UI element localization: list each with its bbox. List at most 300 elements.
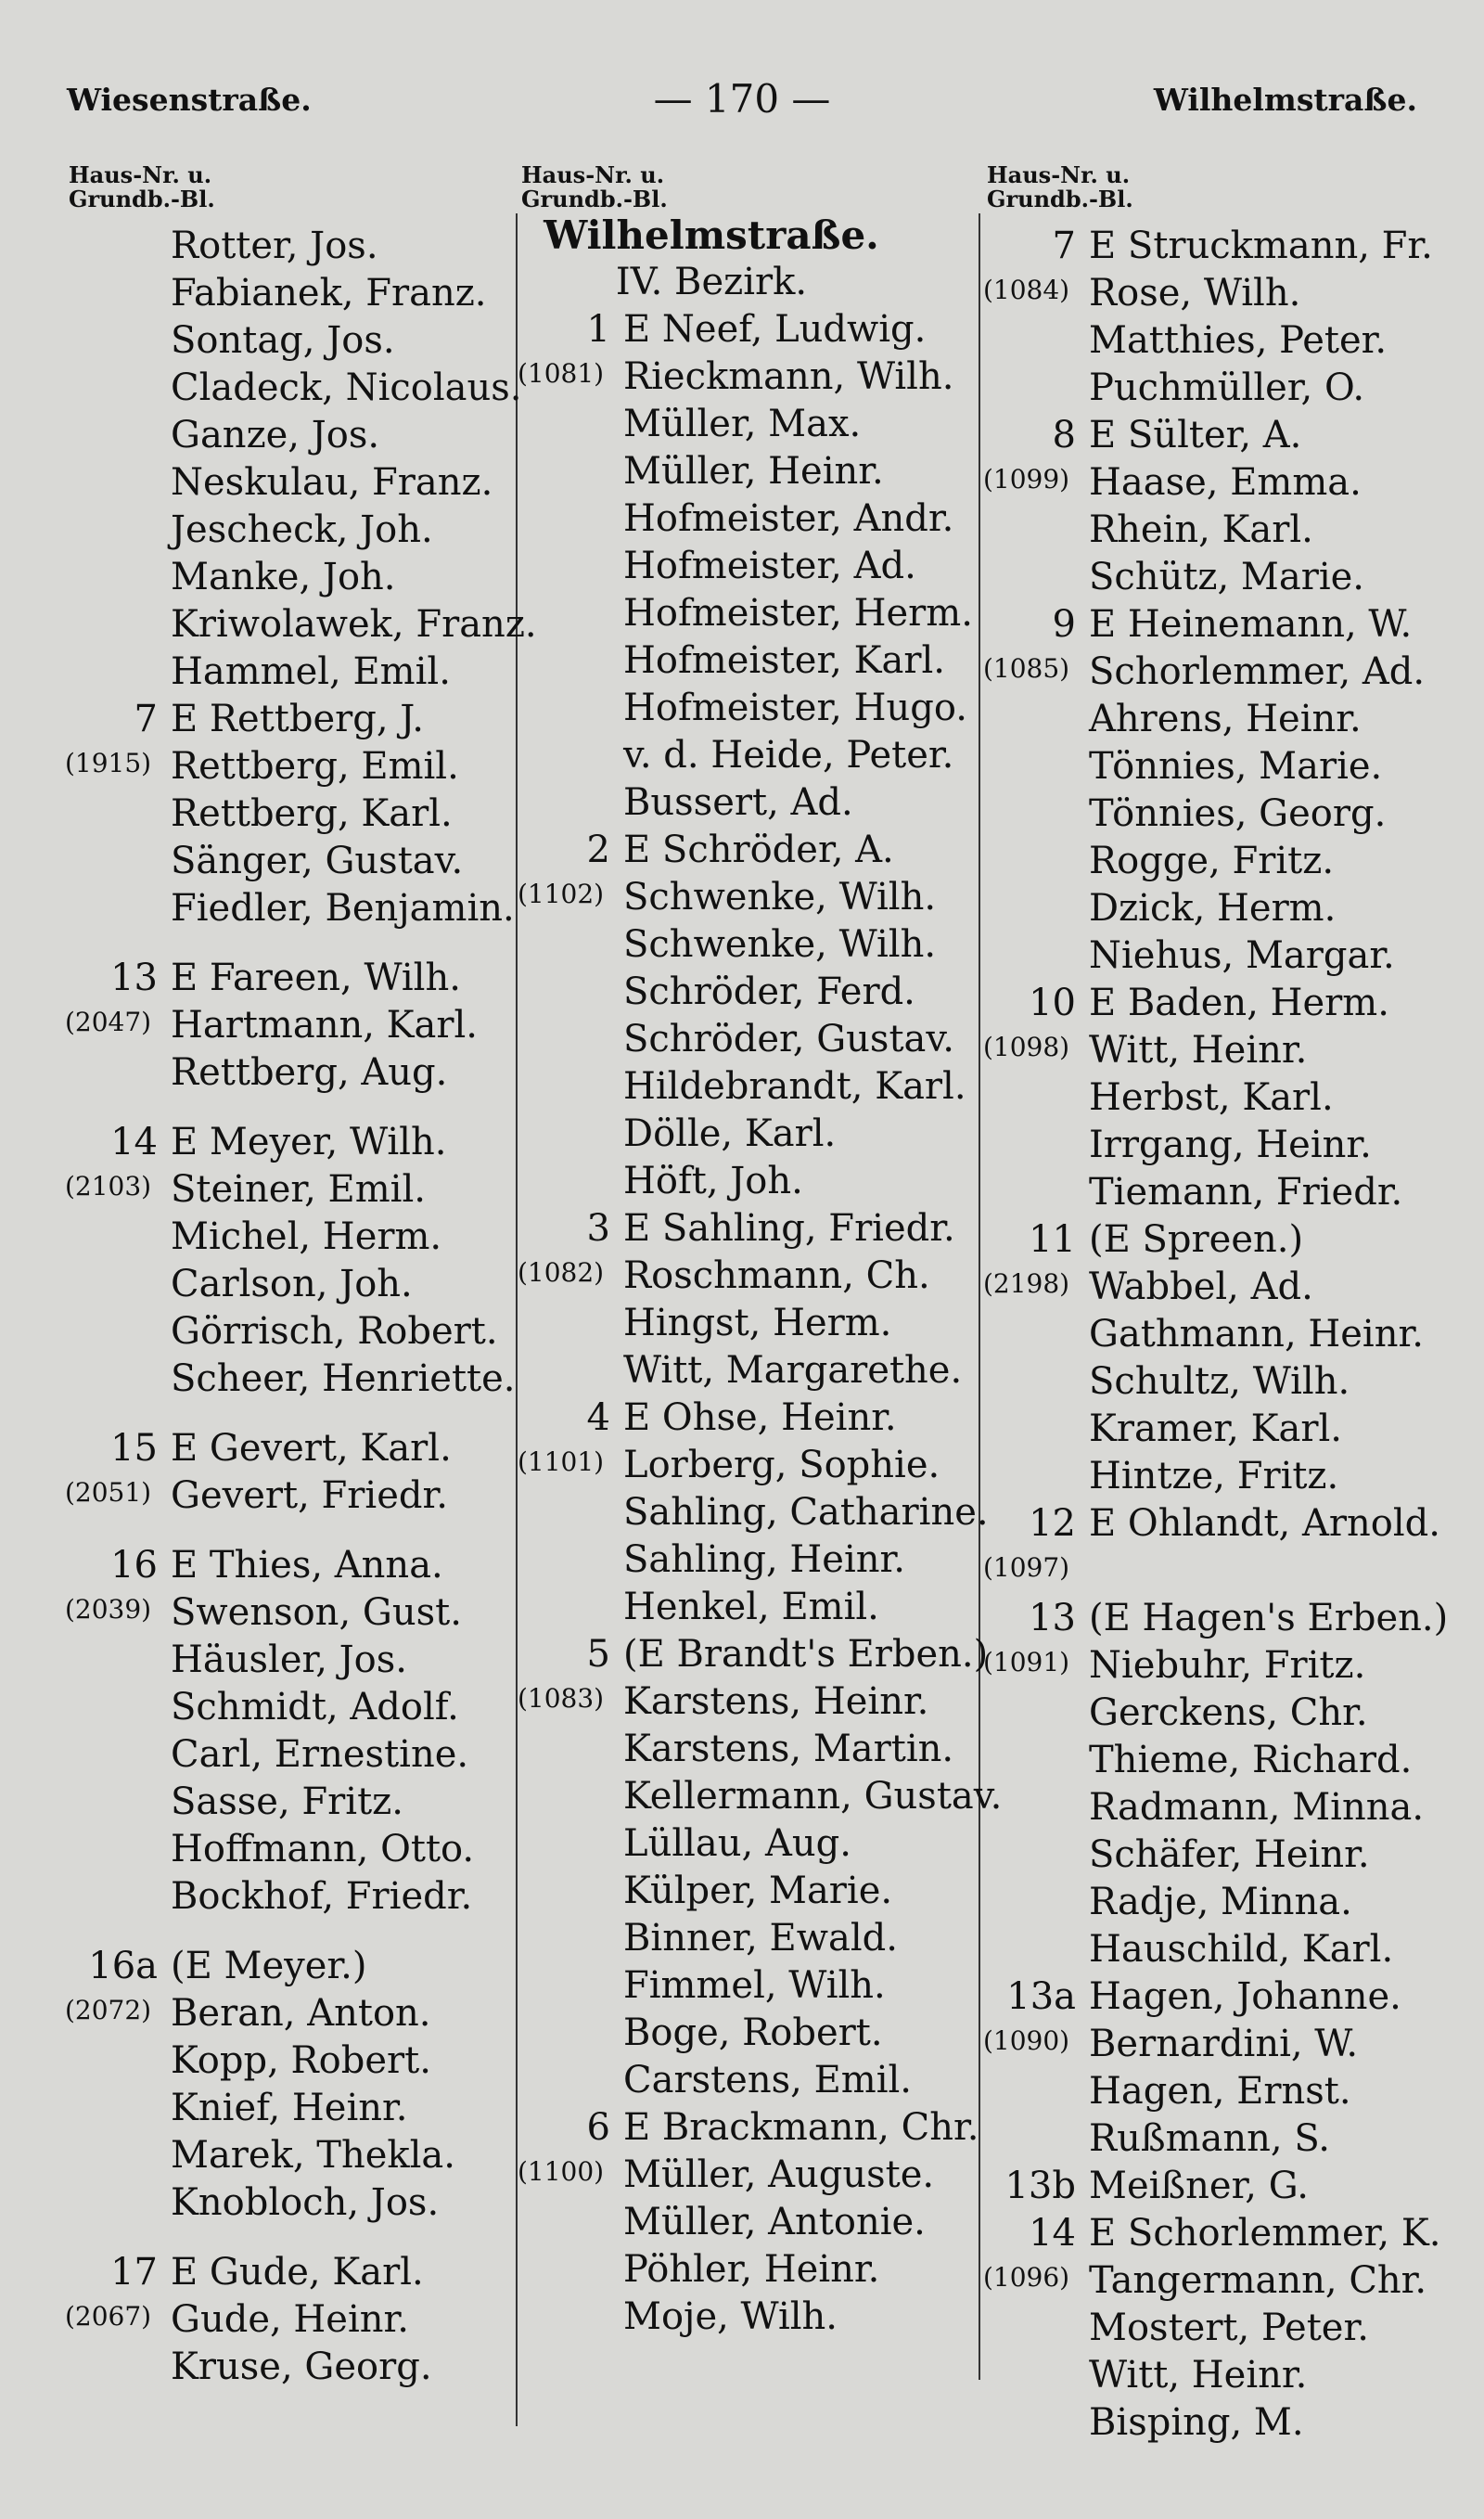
- directory-entry: [521, 1111, 985, 1158]
- directory-entry: [987, 2399, 1451, 2447]
- directory-entry: [521, 2104, 985, 2152]
- directory-entry: [521, 1205, 985, 1253]
- resident-name: Kruse, Georg.: [171, 2345, 432, 2388]
- directory-entry: [987, 980, 1451, 1027]
- resident-name: Rose, Wilh.: [1089, 272, 1301, 315]
- resident-name: Sontag, Jos.: [171, 319, 395, 362]
- directory-entry: [69, 649, 514, 696]
- directory-entry: [521, 1016, 985, 1063]
- directory-entry: [65, 1472, 514, 1520]
- resident-name: Witt, Margarethe.: [623, 1349, 963, 1392]
- resident-name: Lüllau, Aug.: [623, 1822, 851, 1865]
- directory-entry: [521, 2010, 985, 2057]
- directory-entry: [518, 353, 985, 401]
- resident-name: Steiner, Emil.: [171, 1168, 426, 1211]
- directory-entry: [521, 969, 985, 1016]
- house-number: 13: [1029, 1597, 1076, 1639]
- resident-name: Carlson, Joh.: [171, 1263, 413, 1305]
- directory-entry: [69, 1826, 514, 1873]
- resident-name: Schröder, Ferd.: [623, 970, 915, 1013]
- resident-name: Lorberg, Sophie.: [623, 1444, 940, 1486]
- page-number: — 170 —: [653, 76, 831, 122]
- resident-name: Görrisch, Robert.: [171, 1310, 498, 1353]
- house-number: 13a: [1006, 1975, 1076, 2018]
- resident-name: E Thies, Anna.: [171, 1544, 443, 1587]
- resident-name: E Neef, Ludwig.: [623, 308, 927, 351]
- resident-name: Schäfer, Heinr.: [1089, 1833, 1370, 1876]
- directory-entry: [69, 223, 514, 270]
- resident-name: Rotter, Jos.: [171, 225, 378, 267]
- directory-entry: [69, 1779, 514, 1826]
- house-number: 13: [110, 957, 158, 999]
- directory-entry: [518, 1678, 985, 1726]
- resident-name: Rettberg, Aug.: [171, 1051, 448, 1094]
- resident-name: Kriwolawek, Franz.: [171, 603, 537, 646]
- directory-entry: [983, 1027, 1451, 1074]
- resident-name: Beran, Anton.: [171, 1992, 431, 2035]
- resident-name: Schwenke, Wilh.: [623, 876, 937, 919]
- resident-name: Boge, Robert.: [623, 2011, 883, 2054]
- directory-entry: [987, 838, 1451, 885]
- house-number: 9: [1052, 603, 1076, 646]
- directory-entry: [69, 885, 514, 932]
- resident-name: Hildebrandt, Karl.: [623, 1065, 966, 1108]
- resident-name: E Baden, Herm.: [1089, 982, 1389, 1024]
- resident-name: E Gude, Karl.: [171, 2251, 424, 2294]
- directory-entry: [69, 2344, 514, 2391]
- directory-entry: [987, 1122, 1451, 1169]
- column-3: [983, 161, 1451, 2447]
- directory-entry: [987, 1926, 1451, 1973]
- resident-name: Rettberg, Emil.: [171, 745, 459, 788]
- directory-entry: [521, 779, 985, 827]
- directory-entry: [69, 1637, 514, 1684]
- resident-name: Roschmann, Ch.: [623, 1254, 930, 1297]
- resident-name: Irrgang, Heinr.: [1089, 1124, 1372, 1166]
- directory-entry: [521, 1868, 985, 1915]
- resident-name: Pöhler, Heinr.: [623, 2248, 880, 2291]
- directory-entry: [987, 2352, 1451, 2399]
- directory-entry: [65, 1002, 514, 1049]
- directory-entry: [987, 1358, 1451, 1406]
- directory-entry: [69, 838, 514, 885]
- directory-entry: [521, 1915, 985, 1962]
- resident-name: Tönnies, Marie.: [1089, 745, 1383, 788]
- house-number: 5: [586, 1633, 610, 1676]
- resident-name: Külper, Marie.: [623, 1870, 893, 1912]
- directory-entry: [65, 2296, 514, 2344]
- directory-entry: [983, 1642, 1451, 1690]
- land-register-ref: (1102): [518, 879, 605, 909]
- resident-name: Knobloch, Jos.: [171, 2181, 440, 2224]
- resident-name: Tangermann, Chr.: [1089, 2259, 1427, 2302]
- directory-entry: [521, 495, 985, 543]
- directory-entry: [987, 1311, 1451, 1358]
- resident-name: Schütz, Marie.: [1089, 556, 1365, 598]
- resident-name: Schultz, Wilh.: [1089, 1360, 1350, 1403]
- land-register-ref: (2039): [65, 1594, 152, 1625]
- resident-name: Hoffmann, Otto.: [171, 1828, 475, 1870]
- resident-name: Hauschild, Karl.: [1089, 1928, 1394, 1971]
- resident-name: Karstens, Martin.: [623, 1728, 954, 1770]
- directory-entry: [521, 1820, 985, 1868]
- directory-entry: [69, 1214, 514, 1261]
- directory-entry: [521, 1962, 985, 2010]
- directory-entry: [987, 1831, 1451, 1879]
- directory-entry: [521, 1489, 989, 1536]
- resident-name: Schmidt, Adolf.: [171, 1686, 459, 1729]
- directory-entry: [69, 1119, 514, 1166]
- directory-entry: [65, 1166, 514, 1214]
- land-register-ref: (1100): [518, 2156, 605, 2187]
- directory-entry: [69, 365, 522, 412]
- directory-entry: [521, 1063, 985, 1111]
- directory-entry: [69, 459, 514, 507]
- resident-name: E Heinemann, W.: [1089, 603, 1413, 646]
- directory-entry: [521, 1536, 985, 1584]
- resident-name: Bernardini, W.: [1089, 2023, 1359, 2065]
- directory-entry: [521, 448, 985, 495]
- column-divider: [516, 213, 518, 2426]
- land-register-ref: (1090): [983, 2025, 1070, 2056]
- directory-entry: [69, 1049, 514, 1097]
- resident-name: Hintze, Fritz.: [1089, 1455, 1339, 1497]
- directory-entry: [983, 649, 1451, 696]
- entry-gap: [69, 1921, 514, 1943]
- resident-name: Fimmel, Wilh.: [623, 1964, 886, 2007]
- resident-name: Schorlemmer, Ad.: [1089, 650, 1426, 693]
- resident-name: Gathmann, Heinr.: [1089, 1313, 1424, 1356]
- directory-entry: [521, 2199, 985, 2246]
- resident-name: Jescheck, Joh.: [171, 508, 433, 551]
- land-register-ref: (1915): [65, 748, 152, 778]
- street-title: Wilhelmstraße.: [544, 212, 879, 258]
- resident-name: (E Hagen's Erben.): [1089, 1597, 1449, 1639]
- column-1: [65, 161, 537, 2391]
- directory-entry: [521, 1726, 985, 1773]
- directory-entry: [69, 2037, 514, 2085]
- resident-name: Hagen, Ernst.: [1089, 2070, 1351, 2113]
- directory-entry: [987, 1074, 1451, 1122]
- resident-name: Kramer, Karl.: [1089, 1407, 1342, 1450]
- directory-entry: [69, 790, 514, 838]
- running-head-left: Wiesenstraße.: [67, 82, 312, 118]
- resident-name: Niebuhr, Fritz.: [1089, 1644, 1366, 1687]
- directory-entry: [987, 1595, 1451, 1642]
- directory-entry: [69, 1873, 514, 1921]
- resident-name: Häusler, Jos.: [171, 1639, 407, 1681]
- directory-entry: [65, 1589, 514, 1637]
- resident-name: Hofmeister, Hugo.: [623, 687, 967, 729]
- district-subtitle: IV. Bezirk.: [615, 261, 808, 303]
- resident-name: v. d. Heide, Peter.: [623, 734, 954, 777]
- resident-name: Schwenke, Wilh.: [623, 923, 937, 966]
- directory-entry: [987, 554, 1451, 601]
- column-header: Haus-Nr. u. Grundb.-Bl.: [69, 161, 215, 212]
- directory-entry: [987, 1406, 1451, 1453]
- directory-entry: [521, 1347, 985, 1394]
- directory-entry: [521, 401, 985, 448]
- directory-entry: [521, 2294, 985, 2341]
- directory-entry: [987, 1500, 1451, 1548]
- directory-entry: [69, 1308, 514, 1356]
- land-register-ref: (2198): [983, 1268, 1070, 1299]
- resident-name: Gevert, Friedr.: [171, 1474, 448, 1517]
- directory-entry: [521, 2246, 985, 2294]
- land-register-ref: (1101): [518, 1446, 605, 1477]
- resident-name: Wabbel, Ad.: [1089, 1266, 1313, 1308]
- directory-entry: [65, 1990, 514, 2037]
- directory-entry: [987, 2068, 1451, 2115]
- directory-entry: [65, 743, 514, 790]
- house-number: 14: [110, 1121, 158, 1163]
- directory-entry: [521, 1394, 985, 1442]
- house-number: 7: [1052, 225, 1076, 267]
- resident-name: Knief, Heinr.: [171, 2087, 408, 2129]
- directory-entry: [518, 1253, 985, 1300]
- directory-entry: [521, 1773, 1003, 1820]
- directory-entry: [983, 1548, 1451, 1595]
- resident-name: Marek, Thekla.: [171, 2134, 455, 2177]
- resident-name: E Sahling, Friedr.: [623, 1207, 955, 1250]
- resident-name: Rußmann, S.: [1089, 2117, 1331, 2160]
- land-register-ref: (1091): [983, 1647, 1070, 1677]
- resident-name: Dölle, Karl.: [623, 1112, 837, 1155]
- directory-entry: [987, 223, 1451, 270]
- resident-name: Hingst, Herm.: [623, 1302, 892, 1344]
- directory-entry: [987, 696, 1451, 743]
- directory-entry: [69, 554, 514, 601]
- resident-name: Moje, Wilh.: [623, 2295, 838, 2338]
- resident-name: Kopp, Robert.: [171, 2039, 431, 2082]
- resident-name: Puchmüller, O.: [1089, 366, 1365, 409]
- resident-name: Ganze, Jos.: [171, 414, 380, 456]
- resident-name: Rettberg, Karl.: [171, 792, 453, 835]
- directory-entry: [987, 1879, 1451, 1926]
- resident-name: Tönnies, Georg.: [1089, 792, 1387, 835]
- directory-entry: [69, 955, 514, 1002]
- land-register-ref: (1083): [518, 1683, 605, 1714]
- directory-entry: [69, 601, 537, 649]
- directory-entry: [69, 2179, 514, 2227]
- directory-entry: [521, 590, 985, 637]
- directory-entry: [521, 1300, 985, 1347]
- resident-name: Matthies, Peter.: [1089, 319, 1388, 362]
- resident-name: Bisping, M.: [1089, 2401, 1304, 2444]
- resident-name: Hammel, Emil.: [171, 650, 451, 693]
- directory-entry: [521, 1584, 985, 1631]
- resident-name: E Schröder, A.: [623, 829, 894, 871]
- house-number: 7: [134, 698, 158, 740]
- directory-entry: [983, 2021, 1451, 2068]
- directory-entry: [987, 365, 1451, 412]
- resident-name: Hofmeister, Ad.: [623, 545, 916, 587]
- resident-name: Fabianek, Franz.: [171, 272, 487, 315]
- directory-entry: [521, 543, 985, 590]
- directory-entry: [987, 412, 1451, 459]
- entry-gap: [69, 932, 514, 955]
- resident-name: Rogge, Fritz.: [1089, 840, 1335, 882]
- entry-gap: [69, 1097, 514, 1119]
- entry-gap: [69, 2227, 514, 2249]
- resident-name: Hagen, Johanne.: [1089, 1975, 1401, 2018]
- directory-entry: [987, 1737, 1451, 1784]
- resident-name: Swenson, Gust.: [171, 1591, 462, 1634]
- house-number: 15: [110, 1427, 158, 1470]
- resident-name: Witt, Heinr.: [1089, 1029, 1308, 1072]
- directory-entry: [987, 1453, 1451, 1500]
- resident-name: Sasse, Fritz.: [171, 1780, 403, 1823]
- resident-name: Haase, Emma.: [1089, 461, 1362, 504]
- resident-name: E Ohlandt, Arnold.: [1089, 1502, 1440, 1545]
- land-register-ref: (1084): [983, 275, 1070, 305]
- column-2: [518, 161, 1003, 2341]
- resident-name: Michel, Herm.: [171, 1215, 442, 1258]
- entry-gap: [69, 1403, 514, 1425]
- directory-entry: [983, 2257, 1451, 2305]
- resident-name: Müller, Max.: [623, 403, 862, 445]
- directory-entry: [987, 2115, 1451, 2163]
- resident-name: Rieckmann, Wilh.: [623, 355, 954, 398]
- resident-name: Carl, Ernestine.: [171, 1733, 469, 1776]
- house-number: 10: [1029, 982, 1076, 1024]
- land-register-ref: (2067): [65, 2301, 152, 2332]
- resident-name: Bockhof, Friedr.: [171, 1875, 473, 1918]
- directory-entry: [69, 1943, 514, 1990]
- land-register-ref: (1082): [518, 1257, 605, 1288]
- resident-name: E Rettberg, J.: [171, 698, 424, 740]
- directory-entry: [987, 2210, 1451, 2257]
- house-number: 6: [586, 2106, 610, 2149]
- resident-name: Neskulau, Franz.: [171, 461, 493, 504]
- resident-name: Sahling, Heinr.: [623, 1538, 905, 1581]
- resident-name: Binner, Ewald.: [623, 1917, 898, 1960]
- house-number: 8: [1052, 414, 1076, 456]
- house-number: 4: [586, 1396, 610, 1439]
- resident-name: Sahling, Catharine.: [623, 1491, 989, 1534]
- directory-entry: [983, 1264, 1451, 1311]
- directory-entry: [521, 685, 985, 732]
- house-number: 17: [110, 2251, 158, 2294]
- house-number: 16a: [88, 1945, 158, 1987]
- directory-entry: [987, 1784, 1451, 1831]
- resident-name: E Gevert, Karl.: [171, 1427, 452, 1470]
- resident-name: Mostert, Peter.: [1089, 2307, 1369, 2349]
- land-register-ref: (1097): [983, 1552, 1070, 1583]
- entry-gap: [69, 1520, 514, 1542]
- directory-entry: [987, 743, 1451, 790]
- directory-entry: [518, 2152, 985, 2199]
- resident-name: Gude, Heinr.: [171, 2298, 409, 2341]
- resident-name: Witt, Heinr.: [1089, 2354, 1308, 2397]
- directory-entry: [69, 1731, 514, 1779]
- resident-name: Müller, Antonie.: [623, 2201, 926, 2243]
- resident-name: Bussert, Ad.: [623, 781, 853, 824]
- house-number: 13b: [1004, 2165, 1076, 2207]
- directory-entry: [69, 1261, 514, 1308]
- resident-name: Tiemann, Friedr.: [1089, 1171, 1403, 1214]
- running-head-right: Wilhelmstraße.: [1153, 82, 1417, 118]
- directory-entry: [69, 1542, 514, 1589]
- directory-entry: [521, 637, 985, 685]
- directory-entry: [521, 306, 985, 353]
- resident-name: Schröder, Gustav.: [623, 1018, 954, 1060]
- resident-name: Henkel, Emil.: [623, 1586, 879, 1628]
- house-number: 12: [1029, 1502, 1076, 1545]
- resident-name: E Brackmann, Chr.: [623, 2106, 979, 2149]
- house-number: 3: [586, 1207, 610, 1250]
- land-register-ref: (1096): [983, 2262, 1070, 2293]
- resident-name: Gerckens, Chr.: [1089, 1691, 1368, 1734]
- directory-entry: [987, 507, 1451, 554]
- directory-entry: [987, 1973, 1451, 2021]
- house-number: 2: [586, 829, 610, 871]
- resident-name: (E Meyer.): [171, 1945, 367, 1987]
- column-header: Haus-Nr. u. Grundb.-Bl.: [521, 161, 668, 212]
- resident-name: Kellermann, Gustav.: [623, 1775, 1003, 1818]
- column-header: Haus-Nr. u. Grundb.-Bl.: [987, 161, 1133, 212]
- resident-name: Karstens, Heinr.: [623, 1680, 929, 1723]
- directory-entry: [987, 885, 1451, 932]
- directory-entry: [69, 1425, 514, 1472]
- resident-name: (E Brandt's Erben.): [623, 1633, 989, 1676]
- directory-entry: [69, 1356, 514, 1403]
- directory-entry: [69, 2085, 514, 2132]
- land-register-ref: (1085): [983, 653, 1070, 684]
- land-register-ref: (2072): [65, 1995, 152, 2025]
- resident-name: Höft, Joh.: [623, 1160, 803, 1202]
- directory-entry: [521, 1158, 985, 1205]
- directory-entry: [69, 507, 514, 554]
- land-register-ref: (2103): [65, 1171, 152, 1202]
- directory-entry: [521, 2057, 985, 2104]
- directory-entry: [518, 1442, 985, 1489]
- resident-name: E Struckmann, Fr.: [1089, 225, 1433, 267]
- directory-entry: [987, 317, 1451, 365]
- resident-name: Cladeck, Nicolaus.: [171, 366, 522, 409]
- directory-entry: [69, 412, 514, 459]
- resident-name: Radje, Minna.: [1089, 1881, 1352, 1923]
- resident-name: (E Spreen.): [1089, 1218, 1304, 1261]
- directory-entry: [69, 2249, 514, 2296]
- resident-name: Müller, Auguste.: [623, 2153, 935, 2196]
- land-register-ref: (2051): [65, 1477, 152, 1508]
- directory-entry: [987, 2305, 1451, 2352]
- resident-name: Manke, Joh.: [171, 556, 396, 598]
- land-register-ref: (2047): [65, 1007, 152, 1037]
- resident-name: Sänger, Gustav.: [171, 840, 464, 882]
- resident-name: Rhein, Karl.: [1089, 508, 1313, 551]
- house-number: 1: [586, 308, 610, 351]
- directory-entry: [983, 270, 1451, 317]
- resident-name: E Schorlemmer, K.: [1089, 2212, 1441, 2255]
- resident-name: E Ohse, Heinr.: [623, 1396, 897, 1439]
- directory-entry: [521, 732, 985, 779]
- resident-name: Niehus, Margar.: [1089, 934, 1395, 977]
- directory-entry: [987, 1690, 1451, 1737]
- directory-entry: [69, 2132, 514, 2179]
- house-number: 16: [110, 1544, 158, 1587]
- directory-entry: [69, 1684, 514, 1731]
- directory-entry: [521, 921, 985, 969]
- directory-entry: [987, 601, 1451, 649]
- house-number: 11: [1029, 1218, 1076, 1261]
- directory-entry: [518, 874, 985, 921]
- resident-name: Dzick, Herm.: [1089, 887, 1337, 930]
- directory-entry: [69, 270, 514, 317]
- resident-name: Thieme, Richard.: [1089, 1739, 1413, 1781]
- resident-name: Fiedler, Benjamin.: [171, 887, 515, 930]
